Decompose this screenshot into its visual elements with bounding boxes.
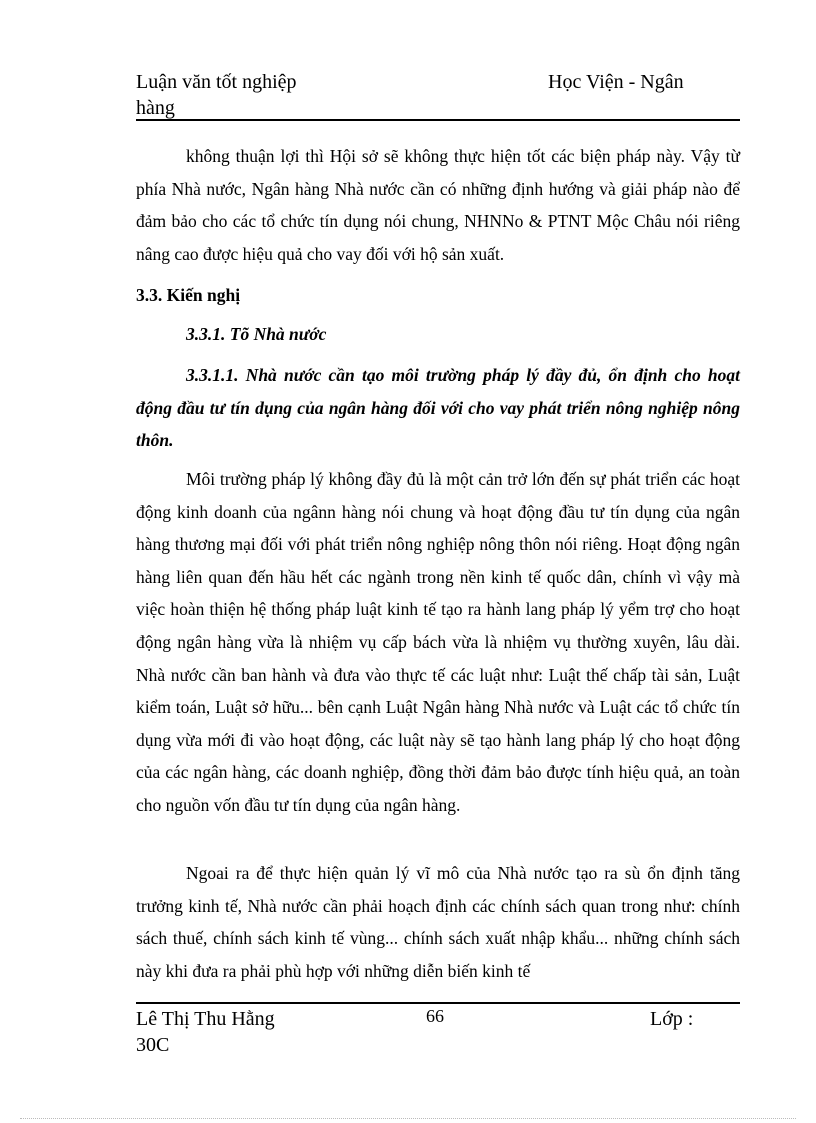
footer-rule — [136, 1002, 740, 1004]
paragraph-3: Ngoai ra để thực hiện quản lý vĩ mô của Nhà nước tạo ra sù ổn định tăng trưởng kinh tế, Nhà nước cần phải hoạch định các chính sách quan trong như: chính sách thuế, chính sách kinh tế vùng... chính sách xuất nhập khẩu... những chính sách này khi đưa ra phải phù hợp với những diễn biến kinh tế — [136, 863, 740, 981]
paragraph-2: Môi trường pháp lý không đầy đủ là một cản trở lớn đến sự phát triển các hoạt động kinh doanh của ngânn hàng nói chung và hoạt động đầu tư tín dụng của ngân hàng thương mại đối với phát triển nông nghiệp nông thôn nói riêng. Hoạt động ngân hàng liên quan đến hầu hết các ngành trong nền kinh tế quốc dân, chính vì vậy mà việc hoàn thiện hệ thống pháp luật kinh tế tạo ra hành lang pháp lý yểm trợ cho hoạt động ngân hàng vừa là nhiệm vụ cấp bách vừa là nhiệm vụ thường xuyên, lâu dài. Nhà nước cần ban hành và đưa vào thực tế các luật như: Luật thế chấp tài sản, Luật kiểm toán, Luật sở hữu... bên cạnh Luật Ngân hàng Nhà nước và Luật các tổ chức tín dụng vừa mới đi vào hoạt động, các luật này sẽ tạo hành lang pháp lý cho hoạt động của các ngân hàng, các doanh nghiệp, đồng thời đảm bảo được tính hiệu quả, an toàn cho nguồn vốn đầu tư tín dụng của ngân hàng. — [136, 469, 740, 815]
paragraph-1: không thuận lợi thì Hội sở sẽ không thực hiện tốt các biện pháp này. Vậy từ phía Nhà nước, Ngân hàng Nhà nước cần có những định hướng và giải pháp nào để đảm bảo cho các tổ chức tín dụng nói chung, NHNNo & PTNT Mộc Châu nói riêng nâng cao được hiệu quả cho vay đối với hộ sản xuất. — [136, 146, 740, 264]
header-right-title: Học Viện - Ngân — [548, 71, 684, 93]
footer-class-label: Lớp : — [650, 1008, 694, 1030]
footer-author: Lê Thị Thu Hằng — [136, 1008, 275, 1030]
header-left-title-cont: hàng — [136, 97, 175, 119]
heading-3-3: 3.3. Kiến nghị — [136, 285, 241, 305]
header-rule — [136, 119, 740, 121]
footer-class-value: 30C — [136, 1034, 170, 1056]
page-edge-dotted-line — [20, 1118, 796, 1119]
header-left-title: Luận văn tốt nghiệp — [136, 71, 297, 93]
page-number: 66 — [426, 1006, 444, 1026]
heading-3-3-1-1: 3.3.1.1. Nhà nước cần tạo môi trường pháp lý đầy đủ, ổn định cho hoạt động đầu tư tín dụng của ngân hàng đối với cho vay phát triển nông nghiệp nông thôn. — [136, 365, 740, 451]
heading-3-3-1: 3.3.1. Tõ Nhà nước — [186, 324, 327, 344]
